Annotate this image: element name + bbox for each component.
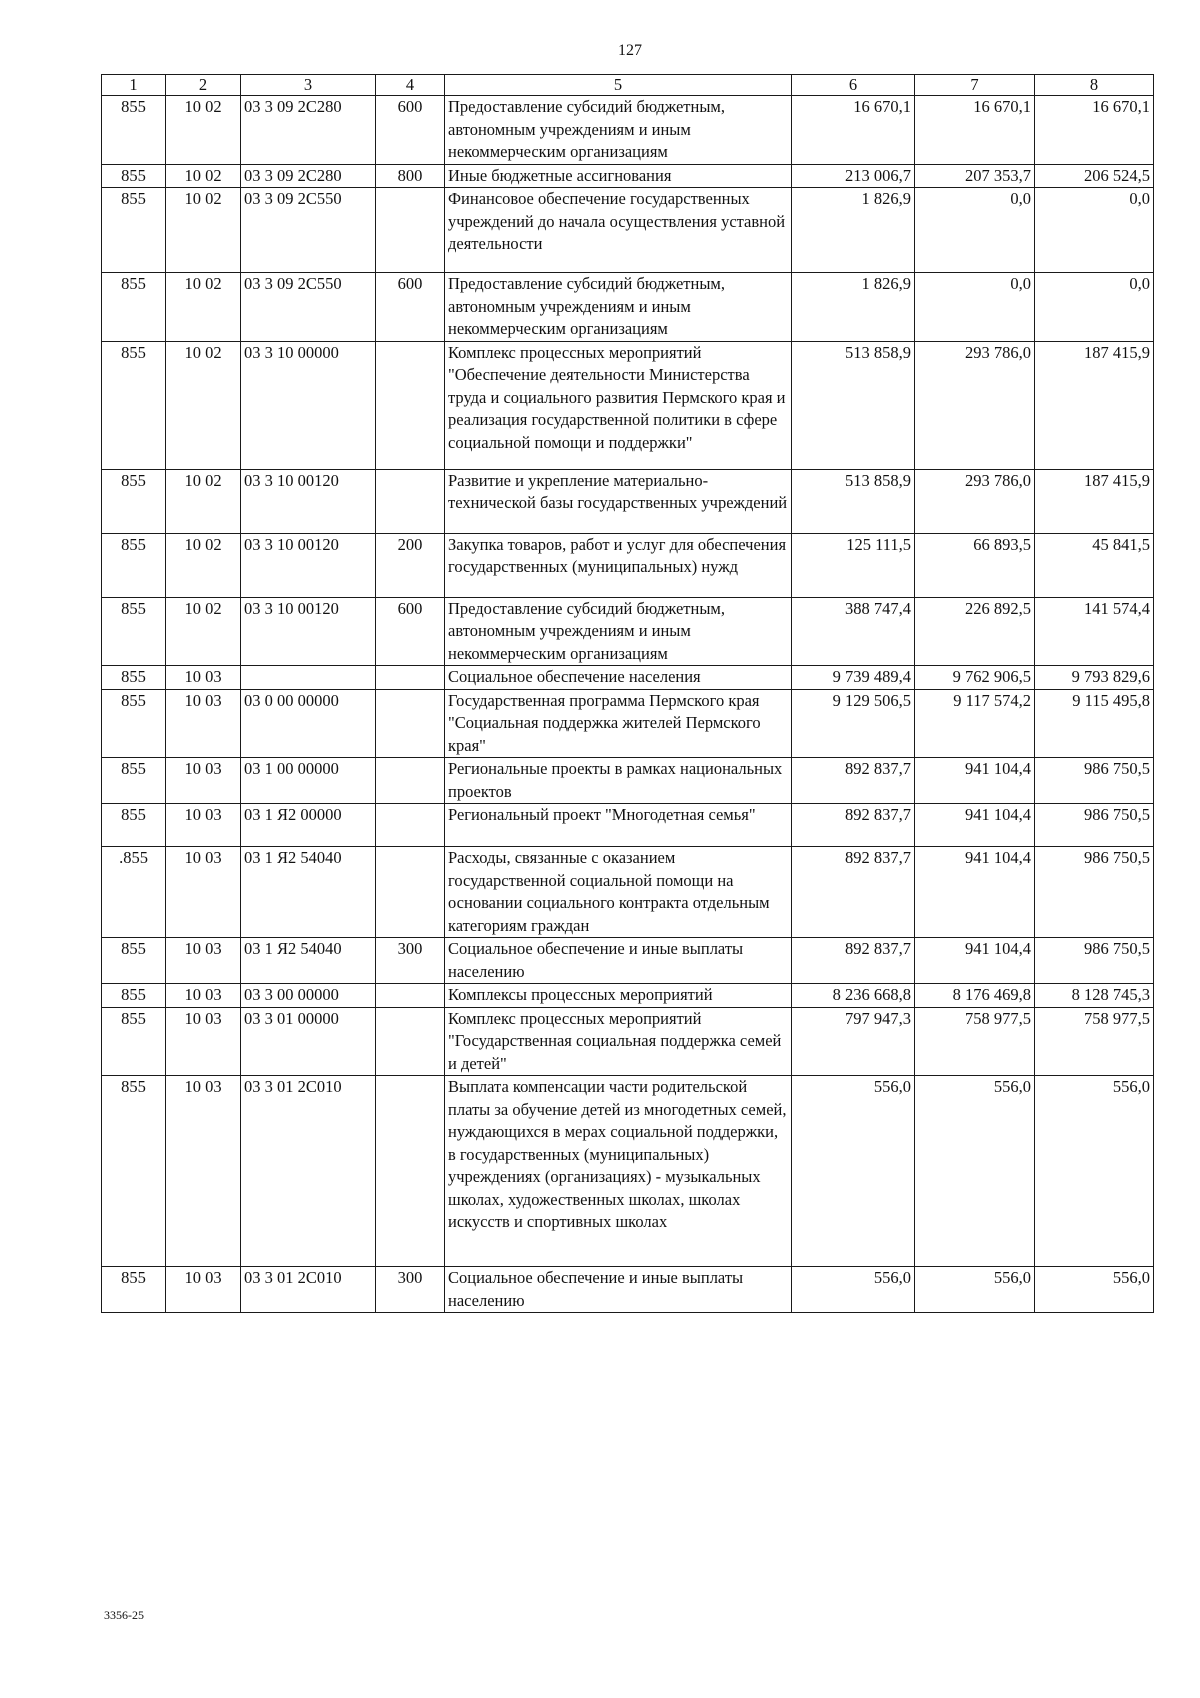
cell-amount-year2: 556,0 — [915, 1076, 1035, 1267]
cell-description: Государственная программа Пермского края "Социальная поддержка жителей Пермского края" — [445, 689, 792, 758]
cell-target-code: 03 3 09 2С550 — [241, 273, 376, 342]
table-row — [102, 984, 1154, 1008]
table-row — [102, 96, 1154, 165]
cell-section-code: 10 02 — [166, 164, 241, 188]
cell-section-code: 10 02 — [166, 188, 241, 273]
cell-description: Финансовое обеспечение государственных учреждений до начала осуществления уставной деятельности — [445, 188, 792, 273]
cell-section-code: 10 03 — [166, 1076, 241, 1267]
cell-ministry-code: 855 — [102, 597, 166, 666]
header-row — [102, 75, 1154, 96]
cell-description: Предоставление субсидий бюджетным, автономным учреждениям и иным некоммерческим организациям — [445, 597, 792, 666]
cell-ministry-code: 855 — [102, 341, 166, 469]
table-row — [102, 1076, 1154, 1267]
cell-target-code: 03 3 00 00000 — [241, 984, 376, 1008]
cell-ministry-code: 855 — [102, 273, 166, 342]
cell-expense-type — [376, 847, 445, 938]
table-row — [102, 469, 1154, 533]
cell-amount-year3: 986 750,5 — [1035, 758, 1154, 804]
cell-ministry-code: 855 — [102, 758, 166, 804]
cell-description: Предоставление субсидий бюджетным, автономным учреждениям и иным некоммерческим организациям — [445, 96, 792, 165]
cell-target-code: 03 3 10 00120 — [241, 533, 376, 597]
cell-target-code: 03 1 Я2 54040 — [241, 847, 376, 938]
cell-target-code: 03 0 00 00000 — [241, 689, 376, 758]
cell-amount-year1: 892 837,7 — [792, 847, 915, 938]
cell-section-code: 10 02 — [166, 96, 241, 165]
cell-description: Региональный проект "Многодетная семья" — [445, 804, 792, 847]
cell-ministry-code: 855 — [102, 1007, 166, 1076]
cell-target-code: 03 3 10 00120 — [241, 597, 376, 666]
cell-description: Закупка товаров, работ и услуг для обеспечения государственных (муниципальных) нужд — [445, 533, 792, 597]
cell-amount-year2: 16 670,1 — [915, 96, 1035, 165]
cell-section-code: 10 02 — [166, 597, 241, 666]
cell-amount-year1: 8 236 668,8 — [792, 984, 915, 1008]
cell-amount-year3: 0,0 — [1035, 273, 1154, 342]
document-code: 3356-25 — [104, 1608, 144, 1622]
cell-amount-year1: 892 837,7 — [792, 758, 915, 804]
cell-target-code: 03 1 00 00000 — [241, 758, 376, 804]
table-row — [102, 938, 1154, 984]
cell-amount-year3: 986 750,5 — [1035, 847, 1154, 938]
column-header: 8 — [1035, 75, 1154, 96]
cell-target-code: 03 3 09 2С280 — [241, 164, 376, 188]
table-row — [102, 689, 1154, 758]
cell-description: Комплексы процессных мероприятий — [445, 984, 792, 1008]
cell-amount-year3: 187 415,9 — [1035, 469, 1154, 533]
cell-description: Выплата компенсации части родительской платы за обучение детей из многодетных семей, нуждающихся в мерах социальной поддержки, в государственных (муниципальных) учреждениях (организациях) - музыкальных школах, художественных школах, школах искусств и спортивных школах — [445, 1076, 792, 1267]
cell-ministry-code: 855 — [102, 533, 166, 597]
cell-ministry-code: 855 — [102, 984, 166, 1008]
cell-amount-year1: 556,0 — [792, 1267, 915, 1313]
cell-target-code: 03 3 09 2С550 — [241, 188, 376, 273]
cell-amount-year2: 207 353,7 — [915, 164, 1035, 188]
cell-amount-year2: 941 104,4 — [915, 938, 1035, 984]
cell-amount-year3: 9 115 495,8 — [1035, 689, 1154, 758]
cell-amount-year1: 556,0 — [792, 1076, 915, 1267]
cell-ministry-code: 855 — [102, 164, 166, 188]
cell-amount-year1: 213 006,7 — [792, 164, 915, 188]
cell-amount-year2: 226 892,5 — [915, 597, 1035, 666]
cell-target-code: 03 3 01 00000 — [241, 1007, 376, 1076]
cell-amount-year1: 1 826,9 — [792, 188, 915, 273]
cell-amount-year3: 45 841,5 — [1035, 533, 1154, 597]
cell-ministry-code: 855 — [102, 804, 166, 847]
cell-amount-year1: 16 670,1 — [792, 96, 915, 165]
table-row — [102, 164, 1154, 188]
column-header: 5 — [445, 75, 792, 96]
cell-amount-year2: 941 104,4 — [915, 804, 1035, 847]
cell-expense-type — [376, 689, 445, 758]
cell-amount-year1: 9 739 489,4 — [792, 666, 915, 690]
cell-expense-type: 600 — [376, 273, 445, 342]
cell-description: Развитие и укрепление материально-технической базы государственных учреждений — [445, 469, 792, 533]
cell-section-code: 10 02 — [166, 469, 241, 533]
cell-description: Социальное обеспечение и иные выплаты населению — [445, 1267, 792, 1313]
cell-section-code: 10 03 — [166, 938, 241, 984]
cell-expense-type — [376, 984, 445, 1008]
cell-expense-type — [376, 758, 445, 804]
cell-description: Региональные проекты в рамках национальных проектов — [445, 758, 792, 804]
column-header: 4 — [376, 75, 445, 96]
table-row — [102, 1267, 1154, 1313]
cell-expense-type: 200 — [376, 533, 445, 597]
cell-expense-type: 300 — [376, 1267, 445, 1313]
cell-amount-year3: 206 524,5 — [1035, 164, 1154, 188]
column-header: 2 — [166, 75, 241, 96]
cell-amount-year3: 758 977,5 — [1035, 1007, 1154, 1076]
table-row — [102, 273, 1154, 342]
cell-target-code: 03 3 10 00120 — [241, 469, 376, 533]
cell-amount-year2: 556,0 — [915, 1267, 1035, 1313]
cell-section-code: 10 03 — [166, 984, 241, 1008]
table-row — [102, 188, 1154, 273]
cell-target-code: 03 3 10 00000 — [241, 341, 376, 469]
cell-amount-year2: 941 104,4 — [915, 847, 1035, 938]
cell-description: Расходы, связанные с оказанием государственной социальной помощи на основании социального контракта отдельным категориям граждан — [445, 847, 792, 938]
cell-amount-year1: 513 858,9 — [792, 469, 915, 533]
table-row — [102, 1007, 1154, 1076]
table-row — [102, 847, 1154, 938]
cell-ministry-code: 855 — [102, 1267, 166, 1313]
cell-target-code: 03 1 Я2 00000 — [241, 804, 376, 847]
cell-amount-year1: 1 826,9 — [792, 273, 915, 342]
cell-ministry-code: 855 — [102, 666, 166, 690]
cell-expense-type — [376, 666, 445, 690]
cell-amount-year3: 141 574,4 — [1035, 597, 1154, 666]
cell-amount-year3: 0,0 — [1035, 188, 1154, 273]
cell-section-code: 10 03 — [166, 689, 241, 758]
table-row — [102, 597, 1154, 666]
cell-amount-year1: 125 111,5 — [792, 533, 915, 597]
cell-section-code: 10 03 — [166, 1267, 241, 1313]
table-row — [102, 533, 1154, 597]
cell-expense-type — [376, 188, 445, 273]
cell-ministry-code: .855 — [102, 847, 166, 938]
cell-section-code: 10 02 — [166, 273, 241, 342]
column-header: 7 — [915, 75, 1035, 96]
cell-amount-year2: 0,0 — [915, 273, 1035, 342]
cell-target-code: 03 3 01 2С010 — [241, 1267, 376, 1313]
cell-description: Социальное обеспечение и иные выплаты населению — [445, 938, 792, 984]
cell-expense-type — [376, 804, 445, 847]
cell-section-code: 10 03 — [166, 847, 241, 938]
cell-ministry-code: 855 — [102, 469, 166, 533]
cell-expense-type: 800 — [376, 164, 445, 188]
cell-amount-year2: 8 176 469,8 — [915, 984, 1035, 1008]
cell-description: Комплекс процессных мероприятий "Государственная социальная поддержка семей и детей" — [445, 1007, 792, 1076]
cell-expense-type — [376, 469, 445, 533]
cell-amount-year2: 293 786,0 — [915, 341, 1035, 469]
cell-amount-year3: 986 750,5 — [1035, 804, 1154, 847]
cell-amount-year2: 66 893,5 — [915, 533, 1035, 597]
cell-amount-year1: 892 837,7 — [792, 804, 915, 847]
cell-amount-year2: 0,0 — [915, 188, 1035, 273]
cell-ministry-code: 855 — [102, 689, 166, 758]
cell-amount-year3: 556,0 — [1035, 1267, 1154, 1313]
cell-amount-year1: 9 129 506,5 — [792, 689, 915, 758]
cell-ministry-code: 855 — [102, 938, 166, 984]
cell-section-code: 10 02 — [166, 533, 241, 597]
cell-ministry-code: 855 — [102, 96, 166, 165]
cell-ministry-code: 855 — [102, 1076, 166, 1267]
cell-ministry-code: 855 — [102, 188, 166, 273]
cell-description: Иные бюджетные ассигнования — [445, 164, 792, 188]
cell-target-code: 03 3 09 2С280 — [241, 96, 376, 165]
cell-amount-year3: 986 750,5 — [1035, 938, 1154, 984]
cell-amount-year2: 9 117 574,2 — [915, 689, 1035, 758]
cell-section-code: 10 03 — [166, 666, 241, 690]
cell-target-code — [241, 666, 376, 690]
cell-amount-year3: 556,0 — [1035, 1076, 1154, 1267]
table-row — [102, 758, 1154, 804]
table-row — [102, 804, 1154, 847]
cell-amount-year1: 513 858,9 — [792, 341, 915, 469]
cell-amount-year2: 9 762 906,5 — [915, 666, 1035, 690]
cell-amount-year2: 758 977,5 — [915, 1007, 1035, 1076]
cell-section-code: 10 03 — [166, 804, 241, 847]
cell-amount-year2: 293 786,0 — [915, 469, 1035, 533]
cell-amount-year1: 388 747,4 — [792, 597, 915, 666]
cell-amount-year1: 797 947,3 — [792, 1007, 915, 1076]
cell-expense-type — [376, 1007, 445, 1076]
cell-expense-type — [376, 1076, 445, 1267]
cell-amount-year3: 9 793 829,6 — [1035, 666, 1154, 690]
cell-amount-year3: 187 415,9 — [1035, 341, 1154, 469]
cell-description: Комплекс процессных мероприятий "Обеспечение деятельности Министерства труда и социального развития Пермского края и реализация государственной политики в сфере социальной помощи и поддержки" — [445, 341, 792, 469]
cell-amount-year3: 8 128 745,3 — [1035, 984, 1154, 1008]
cell-amount-year1: 892 837,7 — [792, 938, 915, 984]
cell-description: Предоставление субсидий бюджетным, автономным учреждениям и иным некоммерческим организациям — [445, 273, 792, 342]
cell-expense-type: 600 — [376, 597, 445, 666]
cell-target-code: 03 1 Я2 54040 — [241, 938, 376, 984]
column-header: 3 — [241, 75, 376, 96]
column-header: 1 — [102, 75, 166, 96]
table-row — [102, 666, 1154, 690]
table-row — [102, 341, 1154, 469]
cell-expense-type: 300 — [376, 938, 445, 984]
cell-section-code: 10 02 — [166, 341, 241, 469]
cell-amount-year2: 941 104,4 — [915, 758, 1035, 804]
column-header: 6 — [792, 75, 915, 96]
cell-amount-year3: 16 670,1 — [1035, 96, 1154, 165]
cell-section-code: 10 03 — [166, 758, 241, 804]
cell-expense-type — [376, 341, 445, 469]
cell-target-code: 03 3 01 2С010 — [241, 1076, 376, 1267]
cell-description: Социальное обеспечение населения — [445, 666, 792, 690]
cell-expense-type: 600 — [376, 96, 445, 165]
cell-section-code: 10 03 — [166, 1007, 241, 1076]
page-number: 127 — [618, 42, 642, 59]
budget-table — [101, 74, 1154, 1313]
